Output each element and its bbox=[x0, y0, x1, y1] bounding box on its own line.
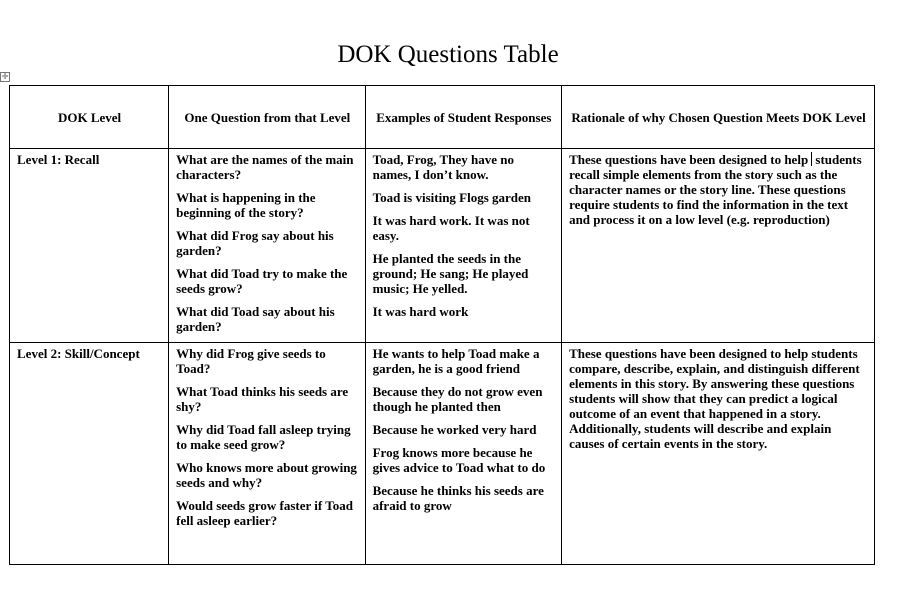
table-row bbox=[10, 149, 875, 343]
questions-cell[interactable] bbox=[169, 149, 365, 343]
response-item: Toad, Frog, They have no names, I don’t know. bbox=[372, 152, 514, 182]
question-item: Why did Toad fall asleep trying to make seed grow? bbox=[176, 422, 351, 452]
rationale-cell[interactable]: These questions have been designed to help students compare, describe, explain, and distinguish different elements in this story. By answering these questions students will show that they can predict a logical outcome of an event that happened in a story. Additionally, students will describe and explain causes of certain events in the story. bbox=[562, 343, 875, 565]
rationale-text-rest: students recall simple elements from the story such as the character names or the story line. These questions require students to find the information in the text and process it on a low level (e.g. reproduction) bbox=[569, 152, 862, 227]
rationale-cell[interactable] bbox=[562, 149, 875, 343]
level-cell[interactable]: Level 1: Recall bbox=[10, 149, 169, 343]
responses-cell[interactable] bbox=[365, 343, 561, 565]
header-rationale: Rationale of why Chosen Question Meets DOK Level bbox=[562, 86, 875, 149]
responses-cell[interactable] bbox=[365, 149, 561, 343]
header-responses: Examples of Student Responses bbox=[365, 86, 561, 149]
header-question: One Question from that Level bbox=[169, 86, 365, 149]
question-item: What are the names of the main characters? bbox=[176, 152, 354, 182]
rationale-text-start: These questions have been designed to help bbox=[569, 152, 809, 167]
question-item: What did Toad say about his garden? bbox=[176, 304, 335, 334]
move-handle-icon[interactable]: ✛ bbox=[1, 72, 9, 81]
table-header-row bbox=[10, 86, 875, 149]
header-dok-level: DOK Level bbox=[10, 86, 169, 149]
document-title: DOK Questions Table bbox=[337, 41, 559, 68]
question-item: What did Frog say about his garden? bbox=[176, 228, 334, 258]
response-item: He wants to help Toad make a garden, he is a good friend bbox=[372, 346, 540, 376]
response-item: He planted the seeds in the ground; He sang; He played music; He yelled. bbox=[372, 251, 529, 296]
question-item: What did Toad try to make the seeds grow? bbox=[176, 266, 348, 296]
question-item: What Toad thinks his seeds are shy? bbox=[176, 384, 349, 414]
question-item: Why did Frog give seeds to Toad? bbox=[176, 346, 326, 376]
question-item: Would seeds grow faster if Toad fell asleep earlier? bbox=[176, 498, 353, 528]
response-item: Toad is visiting Flogs garden bbox=[372, 190, 532, 205]
table-row bbox=[10, 343, 875, 565]
response-item: Because he worked very hard bbox=[372, 422, 537, 437]
level-cell[interactable]: Level 2: Skill/Concept bbox=[10, 343, 169, 565]
question-item: Who knows more about growing seeds and why? bbox=[176, 460, 357, 490]
response-item: It was hard work. It was not easy. bbox=[372, 213, 530, 243]
response-item: Frog knows more because he gives advice to Toad what to do bbox=[372, 445, 546, 475]
response-item: It was hard work bbox=[372, 304, 469, 319]
dok-questions-table bbox=[9, 85, 875, 565]
questions-cell[interactable] bbox=[169, 343, 365, 565]
response-item: Because they do not grow even though he planted then bbox=[372, 384, 543, 414]
question-item: What is happening in the beginning of the story? bbox=[176, 190, 316, 220]
response-item: Because he thinks his seeds are afraid to grow bbox=[372, 483, 544, 513]
